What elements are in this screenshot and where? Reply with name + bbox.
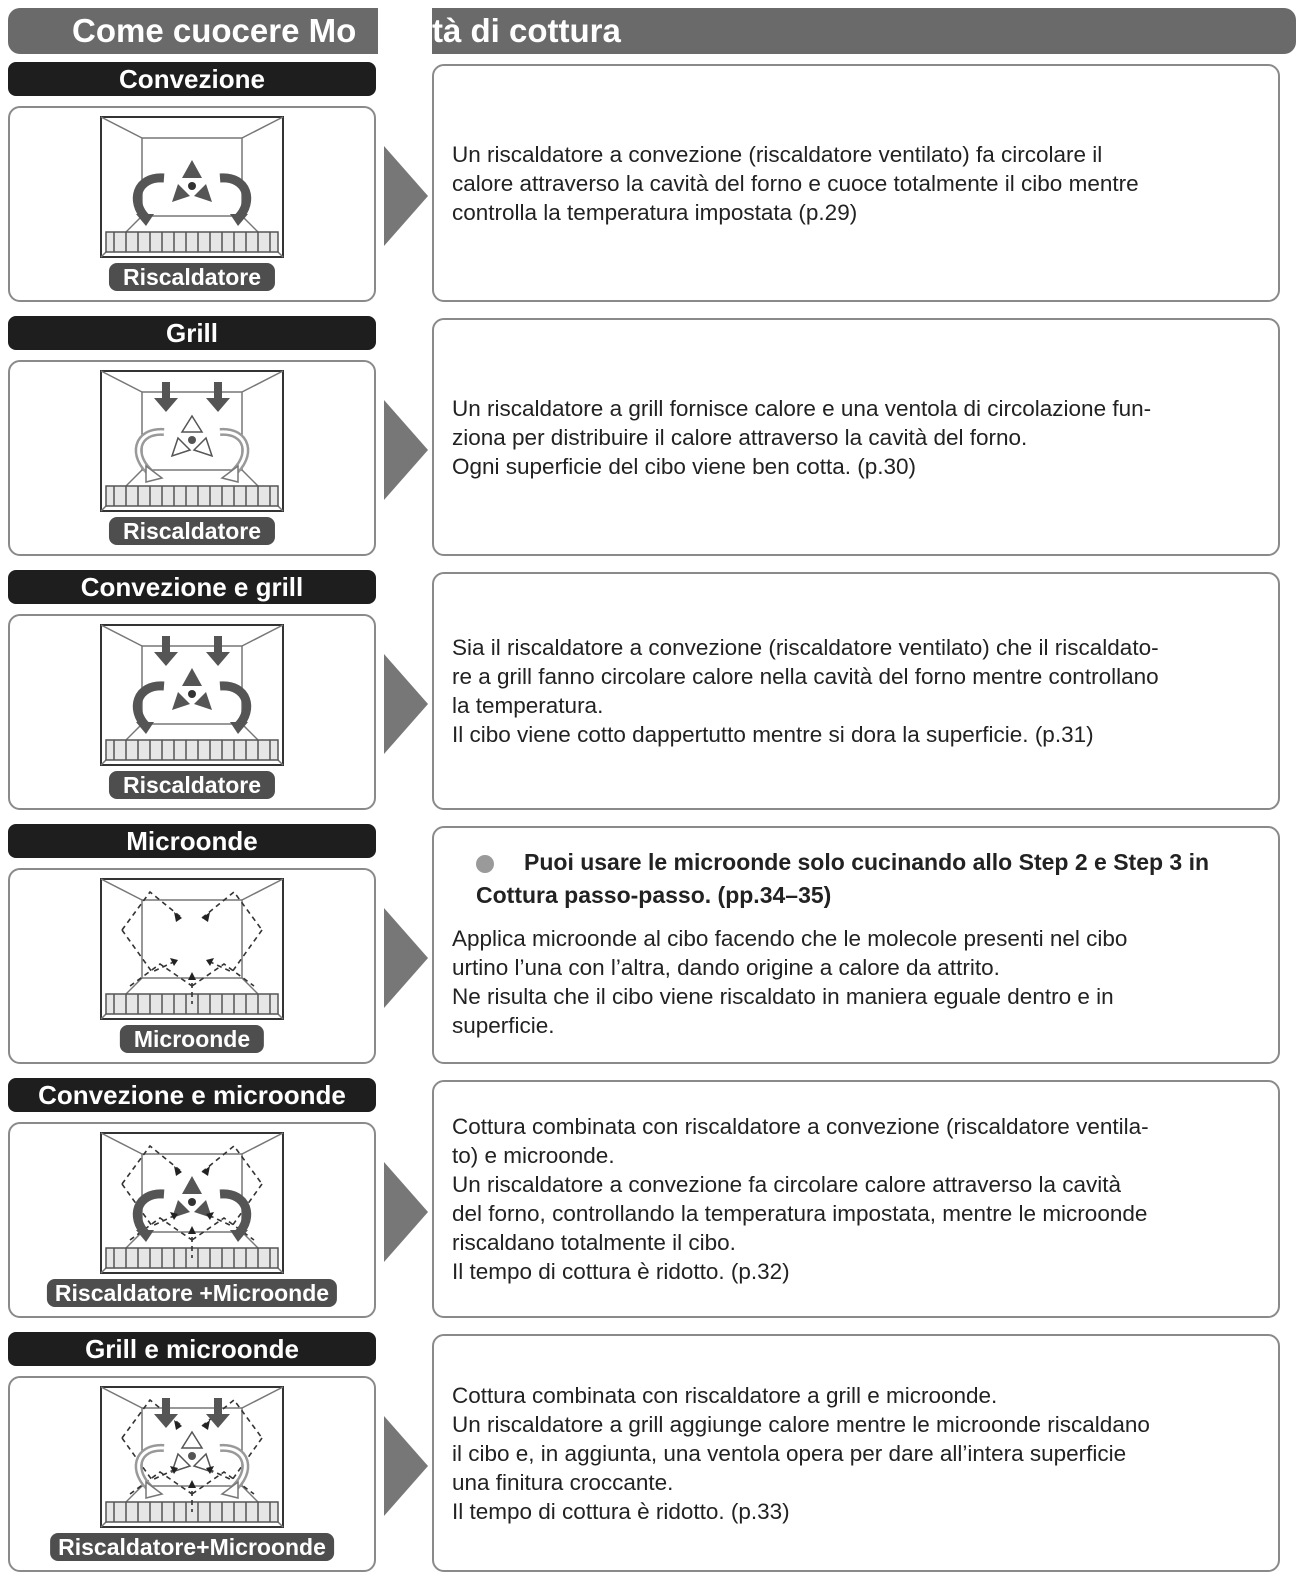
chevron-right-icon [384, 1162, 428, 1262]
description-panel [432, 64, 1280, 302]
description-panel [432, 1080, 1280, 1318]
mode-description: Cottura combinata con riscaldatore a convezione (riscaldatore ventila- to) e microonde. Un riscaldatore a convezione fa circolare calore attraverso la cavità del forno, controllando la temperatura impostata, mentre le microonde riscaldano totalmente il cibo. Il tempo di cottura è ridotto. (p.32) [452, 1114, 1149, 1284]
description-panel [432, 572, 1280, 810]
chevron-right-icon [384, 400, 428, 500]
description-panel [432, 318, 1280, 556]
illustration-panel [8, 614, 376, 810]
usage-note-line-2: Cottura passo-passo. (pp.34–35) [476, 882, 832, 908]
illustration-panel [8, 1376, 376, 1572]
mode-header: Grill e microonde [8, 1332, 376, 1366]
chevron-right-icon [384, 908, 428, 1008]
chevron-right-icon [384, 654, 428, 754]
mode-grill [0, 316, 1312, 570]
mode-convezione [0, 62, 1312, 316]
mode-header: Convezione e microonde [8, 1078, 376, 1112]
mode-header: Convezione [8, 62, 376, 96]
oven-grill-icon [100, 370, 284, 512]
mode-description: Sia il riscaldatore a convezione (riscaldatore ventilato) che il riscaldato- re a grill fanno circolare calore nella cavità del forno mentre controllano la temperatura. Il cibo viene cotto dappertutto mentre si dora la superficie. (p.31) [452, 635, 1159, 747]
oven-convection-grill-icon [100, 624, 284, 766]
heat-source-label: Riscaldatore [109, 771, 275, 799]
mode-description: Un riscaldatore a grill fornisce calore e una ventola di circolazione fun- ziona per distribuire il calore attraverso la cavità del forno. Ogni superficie del cibo viene ben cotta. (p.30) [452, 395, 1152, 479]
illustration-panel [8, 106, 376, 302]
chevron-right-icon [384, 146, 428, 246]
illustration-panel [8, 1122, 376, 1318]
page-title: Come cuocere Mo [72, 12, 357, 49]
mode-description: Un riscaldatore a convezione (riscaldatore ventilato) fa circolare il calore attraverso la cavità del forno e cuoce totalmente il cibo mentre controlla la temperatura impostata (p.29) [452, 141, 1139, 225]
page-title-continued: tà di cottura [432, 12, 621, 49]
oven-convection-microwave-icon [100, 1132, 284, 1274]
title-gap [378, 4, 432, 60]
illustration-panel [8, 868, 376, 1064]
mode-description: Cottura combinata con riscaldatore a grill e microonde. Un riscaldatore a grill aggiunge calore mentre le microonde riscaldano il cibo e, in aggiunta, una ventola opera per dare all’intera superficie una finitura croccante. Il tempo di cottura è ridotto. (p.33) [452, 1382, 1150, 1524]
chevron-right-icon [384, 1416, 428, 1516]
mode-grill-microonde [0, 1332, 1312, 1586]
oven-convection-icon [100, 116, 284, 258]
bullet-icon [476, 855, 494, 873]
oven-grill-microwave-icon [100, 1386, 284, 1528]
heat-source-label: Riscaldatore [109, 263, 275, 291]
heat-source-label: Riscaldatore+Microonde [50, 1533, 334, 1561]
description-panel [432, 1334, 1280, 1572]
mode-header: Convezione e grill [8, 570, 376, 604]
mode-header: Microonde [8, 824, 376, 858]
mode-header: Grill [8, 316, 376, 350]
heat-source-label: Riscaldatore +Microonde [47, 1279, 337, 1307]
oven-microwave-icon [100, 878, 284, 1020]
mode-description: Applica microonde al cibo facendo che le molecole presenti nel cibo urtino l’una con l’altra, dando origine a calore da attrito. Ne risulta che il cibo viene riscaldato in maniera eguale dentro e in superficie. [452, 926, 1128, 1038]
usage-note-line-1: Puoi usare le microonde solo cucinando allo Step 2 e Step 3 in [524, 849, 1210, 875]
mode-convezione-grill [0, 570, 1312, 824]
mode-convezione-microonde [0, 1078, 1312, 1332]
illustration-panel [8, 360, 376, 556]
usage-note [476, 846, 1209, 912]
heat-source-label: Microonde [120, 1025, 264, 1053]
heat-source-label: Riscaldatore [109, 517, 275, 545]
mode-microonde [0, 824, 1312, 1078]
